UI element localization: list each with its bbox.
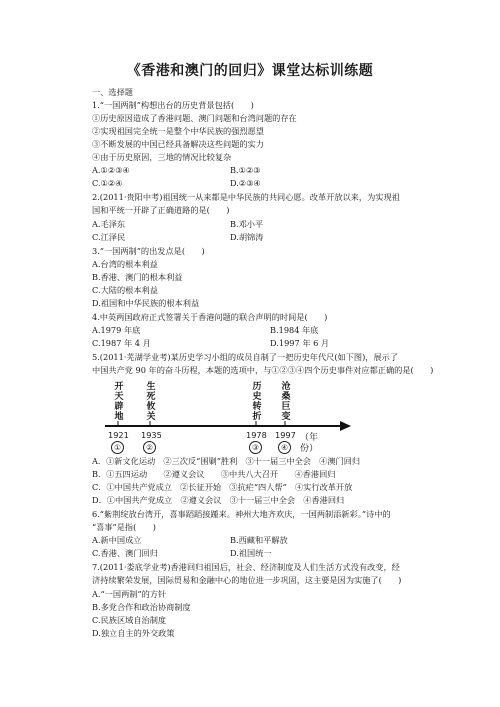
q5-stem-line-1: 5.(2011·芜湖学业考)某历史学习小组的成员自制了一把历史年代尺(如下图)，展示了 — [92, 352, 399, 362]
q4-option-a: A.1979 年底 — [92, 325, 141, 335]
q1-option-b: B.①②③ — [230, 165, 261, 175]
timeline-year-2: 1935 — [141, 430, 162, 440]
timeline-unit-label: （年份） — [300, 433, 319, 454]
q4-option-b: B.1984 年底 — [270, 325, 319, 335]
timeline-label-3: 历史转折 — [252, 382, 262, 422]
q3-option-d: D.祖国和中华民族的根本利益 — [92, 298, 200, 308]
q3-option-a: A.台湾的根本利益 — [92, 259, 158, 269]
timeline-year-4: 1997 — [275, 430, 296, 440]
q7-stem-line-1: 7.(2011·娄底学业考)香港回归祖国后，社会、经济制度及人们生活方式没有改变，经 — [92, 562, 400, 572]
q4-option-c: C.1987 年 4 月 — [92, 338, 151, 348]
q7-option-d: D.独立自主的外交政策 — [92, 628, 175, 638]
timeline-label-4: 沧桑巨变 — [281, 382, 291, 422]
q7-stem-line-2: 济持续繁荣发展，国际贸易和金融中心的地位进一步巩固，这主要是因为实施了( ) — [92, 575, 402, 585]
q4-option-d: D.1997 年 6 月 — [270, 338, 330, 348]
page-title: 《香港和澳门的回归》课堂达标训练题 — [126, 63, 374, 79]
q4-stem: 4.中英两国政府正式签署关于香港问题的联合声明的时间是( ) — [92, 312, 328, 322]
q1-option-c: C.①②④ — [92, 178, 123, 188]
q6-option-b: B.西藏和平解放 — [230, 535, 288, 545]
timeline-mark-1: ① — [111, 441, 124, 454]
section-heading: 一、选择题 — [92, 87, 133, 97]
q1-statement-4: ④由于历史原因，三地的情况比较复杂 — [92, 152, 232, 162]
timeline-mark-3: ③ — [249, 441, 262, 454]
q7-option-c: C.民族区域自治制度 — [92, 615, 167, 625]
q5-option-d: D．①中国共产党成立 ②遵义会议 ③十一届三中全会 ④香港回归 — [92, 495, 345, 505]
timeline-year-1: 1921 — [108, 430, 129, 440]
q5-option-b: B．①五四运动 ②遵义会议 ③中共八大召开 ④香港回归 — [92, 469, 336, 479]
timeline-mark-2: ② — [143, 441, 156, 454]
timeline-mark-4: ④ — [278, 441, 291, 454]
q6-stem-line-1: 6.“紫荆绽放台湾开，喜事蹈蹈接踵来。神州大地齐欢庆，一国两制添新彩。”诗中的 — [92, 509, 391, 519]
q1-statement-3: ③不断发展的中国已经具备解决这些问题的实力 — [92, 139, 264, 149]
q7-option-b: B.多党合作和政治协商制度 — [92, 602, 191, 612]
q5-option-a: A．①新文化运动 ②三次反“围剿”胜利 ③十一届三中全会 ④澳门回归 — [92, 456, 361, 466]
q6-stem-line-2: “喜事”是指( ) — [92, 522, 156, 532]
q2-stem-line-2: 国和平统一开辟了正确道路的是( ) — [92, 205, 230, 215]
q1-statement-2: ②实现祖国完全统一是整个中华民族的强烈愿望 — [92, 126, 264, 136]
q6-option-c: C.香港、澳门回归 — [92, 548, 158, 558]
q7-option-a: A.“一国两制”的方针 — [92, 589, 167, 599]
q2-option-c: C.江泽民 — [92, 232, 126, 242]
timeline-year-3: 1978 — [246, 430, 267, 440]
q6-option-d: D.祖国统一 — [230, 548, 272, 558]
q3-option-c: C.大陆的根本利益 — [92, 285, 158, 295]
q5-option-c: C．①中国共产党成立 ②长征开始 ③抗疟“四人帮” ④实行改革开放 — [92, 482, 353, 492]
q3-option-b: B.香港、澳门的根本利益 — [92, 272, 183, 282]
q5-stem-line-2: 中国共产党 90 年的奋斗历程，本题的选项中，与①②③④四个历史事件对应都正确的是( ) — [92, 365, 434, 375]
q2-option-d: D.胡锦涛 — [230, 232, 264, 242]
timeline-label-2: 生死攸关 — [146, 382, 156, 422]
q1-option-a: A.①②③④ — [92, 165, 130, 175]
q2-stem-line-1: 2.(2011·贵阳中考)祖国统一从来都是中华民族的共同心愿。改革开放以来，为实现祖 — [92, 192, 400, 202]
q3-stem: 3.“一国两制”的出发点是( ) — [92, 246, 205, 256]
timeline-label-1: 开天辟地 — [114, 382, 124, 422]
q1-stem: 1.“一国两制”构想出台的历史背景包括( ) — [92, 100, 254, 110]
q6-option-a: A.新中国成立 — [92, 535, 142, 545]
q2-option-b: B.邓小平 — [230, 219, 264, 229]
q2-option-a: A.毛泽东 — [92, 219, 126, 229]
q1-option-d: D.②③④ — [230, 178, 261, 188]
q1-statement-1: ①历史原因造成了香港问题、澳门问题和台湾问题的存在 — [92, 113, 297, 123]
